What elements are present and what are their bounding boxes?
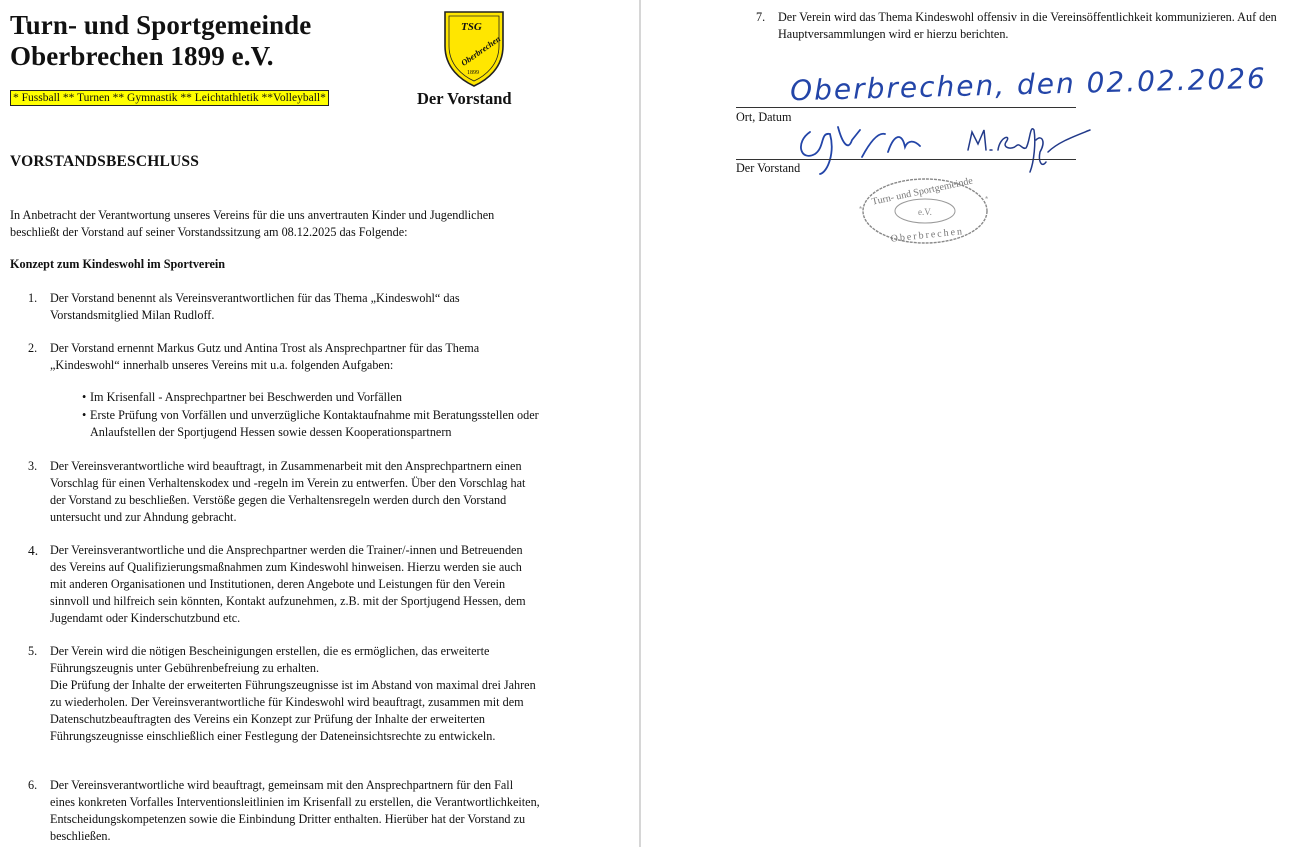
list-item-2 xyxy=(28,340,540,374)
list-item-1-number: 1. xyxy=(28,291,38,305)
list-item-5-number: 5. xyxy=(28,644,38,658)
stamp-top-text: Turn- und Sportgemeinde xyxy=(870,175,974,208)
list-item-6-text: Der Vereinsverantwortliche wird beauftragt, gemeinsam mit den Ansprechpartnern für den Fall eines konkreten Vorfalles Interventionsleitlinien im Krisenfall zu erstellen, die Verantwortlichkeiten, Entscheidungskompetenzen sowie die Einbindung Dritter enthalten. Hierüber hat der Vorstand zu beschließen. xyxy=(50,778,540,843)
list-item-3 xyxy=(28,458,540,526)
task-bullet-2: • Erste Prüfung von Vorfällen und unverzügliche Kontaktaufnahme mit Beratungsstellen oder Anlaufstellen der Sportjugend Hessen sowie dessen Kooperationspartnern xyxy=(82,407,552,442)
svg-text:*: * xyxy=(859,205,863,214)
club-title-line2: Oberbrechen 1899 e.V. xyxy=(10,41,274,71)
intro-paragraph: In Anbetracht der Verantwortung unseres Vereins für die uns anvertrauten Kinder und Jugendlichen beschließt der Vorstand auf seiner Vorstandssitzung am 08.12.2025 das Folgende: xyxy=(10,208,495,239)
stamp-mid-text: e.V. xyxy=(918,207,932,217)
svg-text:*: * xyxy=(985,195,989,204)
task-bullet-1: • Im Krisenfall - Ansprechpartner bei Beschwerden und Vorfällen xyxy=(82,389,552,407)
board-signature-label: Der Vorstand xyxy=(736,161,801,175)
list-item-3-text: Der Vereinsverantwortliche wird beauftragt, in Zusammenarbeit mit den Ansprechpartnern einen Vorschlag für einen Verhaltenskodex und -regeln im Verein zu entwerfen. Über den Vorschlag hat der Vorstand zu beschließen. Verstöße gegen die Verhaltensregeln werden durch den Vorstand untersucht und zur Ahndung gebracht. xyxy=(50,459,526,524)
task-bullet-list xyxy=(82,389,552,442)
board-heading: Der Vorstand xyxy=(417,89,512,108)
list-item-6 xyxy=(28,777,540,845)
list-item-1 xyxy=(28,290,540,324)
list-item-7-number: 7. xyxy=(756,10,766,24)
stamp-bottom-text: Oberbrechen xyxy=(890,226,965,245)
club-stamp-icon xyxy=(855,172,995,250)
list-item-5 xyxy=(28,643,540,745)
list-item-4 xyxy=(28,542,540,627)
logo-mid-text: Oberbrechen xyxy=(459,33,503,68)
list-item-4-number: 4. xyxy=(28,543,39,558)
place-date-line xyxy=(736,107,1076,108)
logo-top-text: TSG xyxy=(461,21,482,33)
list-item-2-number: 2. xyxy=(28,341,38,355)
club-logo-icon xyxy=(441,8,507,88)
list-item-7-text: Der Verein wird das Thema Kindeswohl offensiv in die Vereinsöffentlichkeit kommunizieren. Auf den Hauptversammlungen wird er hierzu berichten. xyxy=(778,10,1277,41)
list-item-7 xyxy=(756,9,1278,43)
list-item-4-text: Der Vereinsverantwortliche und die Ansprechpartner werden die Trainer/-innen und Betreuenden des Vereins auf Qualifizierungsmaßnahmen zum Kindeswohl hinweisen. Hierzu werden sie auch mit anderen Organisationen und Institutionen, deren Angebote und Leistungen für den Verein sinnvoll und hilfreich sein könnten, Kontakt aufzunehmen, z.B. mit der Sportjugend Hessen, dem Jugendamt oder Kinderschutzbund etc. xyxy=(50,543,526,625)
list-item-3-number: 3. xyxy=(28,459,38,473)
list-item-5-text: Der Verein wird die nötigen Bescheinigungen erstellen, die es ermöglichen, das erweiterte Führungszeugnis unter Gebührenbefreiung zu erhalten. xyxy=(50,644,490,675)
place-date-handwriting: Oberbrechen, den 02.02.2026 xyxy=(789,61,1268,108)
list-item-1-text: Der Vorstand benennt als Vereinsverantwortlichen für das Thema „Kindeswohl“ das Vorstandsmitglied Milan Rudloff. xyxy=(50,291,460,322)
list-item-2-text: Der Vorstand ernennt Markus Gutz und Antina Trost als Ansprechpartner für das Thema „Kindeswohl“ innerhalb unseres Vereins mit u.a. folgenden Aufgaben: xyxy=(50,341,480,372)
concept-title: Konzept zum Kindeswohl im Sportverein xyxy=(10,257,226,271)
sports-banner: * Fussball ** Turnen ** Gymnastik ** Leichtathletik **Volleyball* xyxy=(10,90,329,106)
list-item-6-number: 6. xyxy=(28,778,38,792)
list-item-5-text-continued: Die Prüfung der Inhalte der erweiterten Führungszeugnisse ist im Abstand von maximal drei Jahren zu wiederholen. Der Vereinsverantwortliche für Kindeswohl wird beauftragt, zusammen mit dem Datenschutzbeauftragten des Vereins ein Konzept zur Prüfung der Inhalte der erweiterten Führungszeugnisse einschließlich einer Festlegung der Dateneinsichtsrechte zu entwickeln. xyxy=(50,678,536,743)
club-title-line1: Turn- und Sportgemeinde xyxy=(10,10,312,40)
resolution-title: VORSTANDSBESCHLUSS xyxy=(10,153,200,170)
logo-year-text: 1899 xyxy=(467,70,479,76)
place-date-label: Ort, Datum xyxy=(736,110,792,124)
club-title xyxy=(10,10,311,72)
board-signature-line xyxy=(736,159,1076,160)
